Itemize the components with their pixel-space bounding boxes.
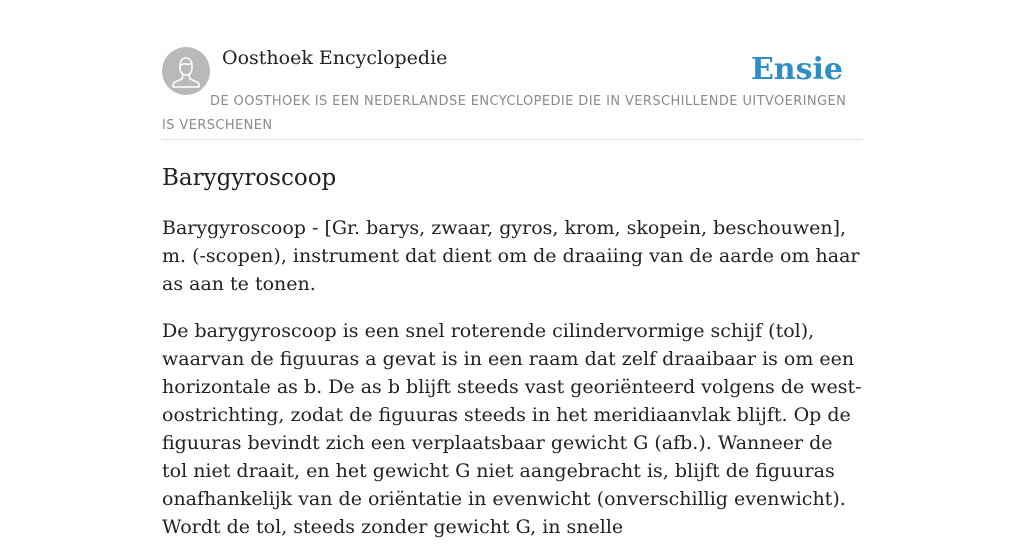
article-paragraph-definition: Barygyroscoop - [Gr. barys, zwaar, gyros, krom, skopein, beschouwen], m. (-scopen), instrument dat dient om de draaiing van de aarde om haar as aan te tonen. xyxy=(162,217,860,295)
user-avatar-icon[interactable] xyxy=(162,47,210,95)
article-title: Barygyroscoop xyxy=(162,165,337,191)
article xyxy=(162,162,862,560)
source-name-link[interactable]: Oosthoek Encyclopedie xyxy=(222,47,448,69)
article-paragraph-description: De barygyroscoop is een snel roterende cilindervormige schijf (tol), waarvan de figuuras a gevat is in een raam dat zelf draaibaar is om een horizontale as b. De as b blijft steeds vast georiënteerd volgens de west-oostrichting, zodat de figuuras steeds in het meridiaanvlak blijft. Op de figuuras bevindt zich een verplaatsbaar gewicht G (afb.). Wanneer de tol niet draait, en het gewicht G niet aangebracht is, blijft de figuuras onafhankelijk van de oriëntatie in evenwicht (onverschillig evenwicht). Wordt de tol, steeds zonder gewicht G, in snelle xyxy=(162,320,862,538)
source-header xyxy=(162,46,862,140)
source-tagline: DE OOSTHOEK IS EEN NEDERLANDSE ENCYCLOPEDIE DIE IN VERSCHILLENDE UITVOERINGEN IS VERSCHENEN xyxy=(162,94,847,133)
brand-logo-link[interactable]: Ensie xyxy=(750,52,843,87)
